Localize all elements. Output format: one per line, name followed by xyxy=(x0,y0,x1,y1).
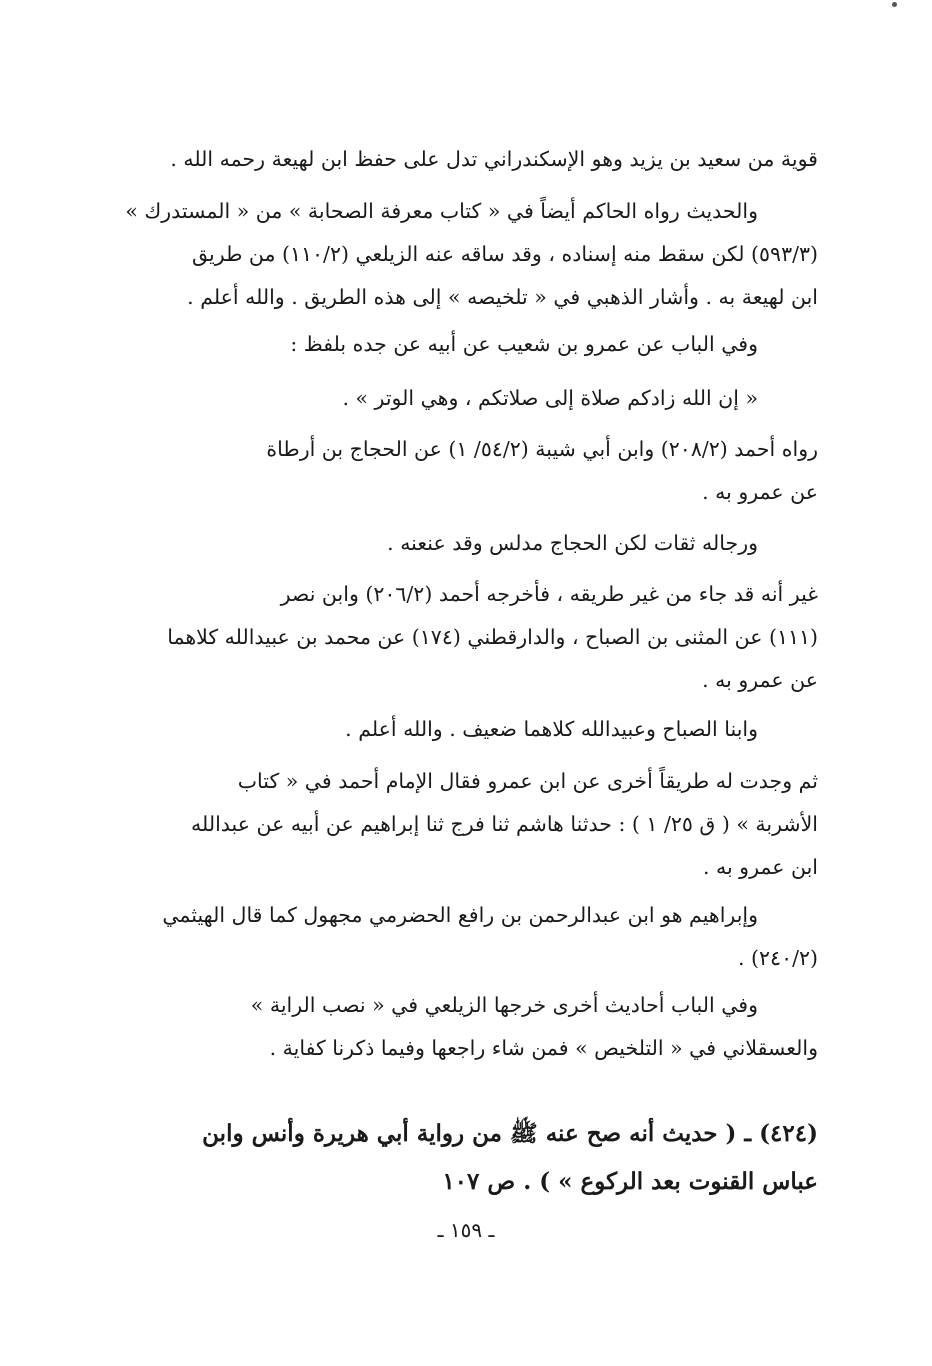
text-line: الأشربة » ( ق ٢٥/ ١ ) : حدثنا هاشم ثنا فرج ثنا إبراهيم عن أبيه عن عبدالله xyxy=(191,812,818,836)
text-line: (٢٤٠/٢) . xyxy=(738,946,818,970)
text-line: (١١١) عن المثنى بن الصباح ، والدارقطني (١٧٤) عن محمد بن عبيدالله كلاهما xyxy=(167,625,818,649)
page-number: ـ ١٥٩ ـ xyxy=(437,1218,495,1242)
text-line: وفي الباب أحاديث أخرى خرجها الزيلعي في « نصب الراية » xyxy=(250,993,758,1017)
paragraph-hadith-quote xyxy=(138,377,818,420)
paragraph-rijal xyxy=(138,522,818,565)
heading-line: عباس القنوت بعد الركوع » ) . ص ١٠٧ xyxy=(442,1168,818,1195)
text-line: « إن الله زادكم صلاة إلى صلاتكم ، وهي الوتر » . xyxy=(342,386,758,410)
text-line: ابن عمرو به . xyxy=(702,855,818,879)
text-line: وإبراهيم هو ابن عبدالرحمن بن رافع الحضرمي مجهول كما قال الهيثمي xyxy=(162,903,758,927)
text-line: ورجاله ثقات لكن الحجاج مدلس وقد عنعنه . xyxy=(387,531,758,555)
scan-speck xyxy=(892,2,897,7)
text-line: غير أنه قد جاء من غير طريقه ، فأخرجه أحمد (٢٠٦/٢) وابن نصر xyxy=(280,582,818,606)
paragraph-ibrahim xyxy=(138,894,818,980)
paragraph-ghayr xyxy=(138,573,818,702)
text-line: وابنا الصباح وعبيدالله كلاهما ضعيف . والله أعلم . xyxy=(345,717,758,741)
text-line: (٥٩٣/٣) لكن سقط منه إسناده ، وقد ساقه عنه الزيلعي (١١٠/٢) من طريق xyxy=(191,242,818,266)
paragraph-bab-amr xyxy=(138,323,818,366)
hadith-heading xyxy=(138,1110,818,1206)
paragraph-ahmad-rawah xyxy=(138,428,818,514)
text-line: رواه أحمد (٢٠٨/٢) وابن أبي شيبة (٥٤/٢/ ١) عن الحجاج بن أرطاة xyxy=(266,437,818,461)
text-line: والحديث رواه الحاكم أيضاً في « كتاب معرفة الصحابة » من « المستدرك » xyxy=(125,199,758,223)
text-line: وفي الباب عن عمرو بن شعيب عن أبيه عن جده بلفظ : xyxy=(290,332,758,356)
paragraph-ibna-sabah xyxy=(138,708,818,751)
paragraph-thumma xyxy=(138,760,818,889)
text-line: ابن لهيعة به . وأشار الذهبي في « تلخيصه » إلى هذه الطريق . والله أعلم . xyxy=(187,285,818,309)
paragraph-wa-fil-bab xyxy=(138,984,818,1070)
paragraph-hakim xyxy=(125,190,818,319)
text-line: والعسقلاني في « التلخيص » فمن شاء راجعها وفيما ذكرنا كفاية . xyxy=(269,1036,818,1060)
text-line: عن عمرو به . xyxy=(702,480,818,504)
heading-line: (٤٢٤) ـ ( حديث أنه صح عنه ﷺ من رواية أبي هريرة وأنس وابن xyxy=(202,1120,818,1147)
text-line: ثم وجدت له طريقاً أخرى عن ابن عمرو فقال الإمام أحمد في « كتاب xyxy=(237,769,818,793)
paragraph-continuation xyxy=(138,138,818,181)
text-line: عن عمرو به . xyxy=(702,668,818,692)
text-line: قوية من سعيد بن يزيد وهو الإسكندراني تدل على حفظ ابن لهيعة رحمه الله . xyxy=(170,147,818,171)
